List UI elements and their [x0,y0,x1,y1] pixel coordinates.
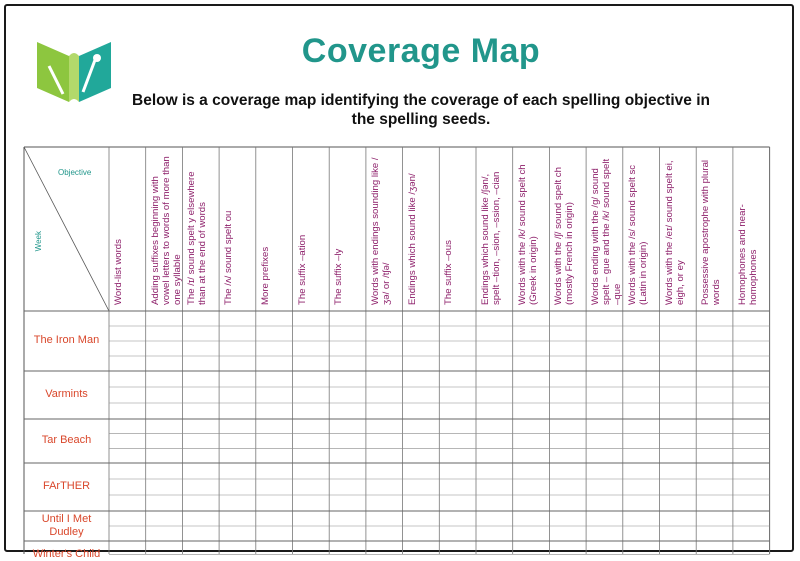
objective-header-18: Homophones and near-homophones [736,204,759,305]
week-row-label-6: Winter's Child [32,548,101,560]
objective-header-8: Words with endings sounding like /ʒə/ or /tʃə/ [369,157,392,305]
objective-header-12: Words with the /k/ sound spelt ch (Greek in origin) [516,164,539,305]
page-subtitle: Below is a coverage map identifying the coverage of each spelling objective in the spelling seeds. [132,92,710,128]
objective-header-6: The suffix –ation [296,234,308,305]
week-row-label-2: Varmints [45,388,88,400]
objective-axis-label: Objective [58,168,92,177]
coverage-map-page [4,4,794,560]
objective-header-16: Words with the /eɪ/ sound spelt ei, eigh, or ey [663,160,686,305]
week-row-label-1: The Iron Man [33,334,100,346]
week-row-label-4: FArTHER [42,480,91,492]
objective-header-10: The suffix –ous [443,240,455,305]
objective-header-5: More prefixes [259,246,271,305]
objective-header-11: Endings which sound like /ʃən/, spelt –tion, –sion, –ssion, –cian [480,171,502,305]
week-axis-label: Week [34,231,43,252]
week-row-label-5: Until I Met Dudley [41,513,92,538]
objective-header-14: Words ending with the /g/ sound spelt – gue and the /k/ sound spelt –que [590,158,624,305]
objective-header-9: Endings which sound like /ʒən/ [406,173,418,305]
objective-header-13: Words with the /ʃ/ sound spelt ch (mostly French in origin) [553,167,576,305]
objective-header-3: The /ɪ/ sound spelt y elsewhere than at the end of words [186,171,209,305]
objective-header-2: Adding suffixes beginning with vowel letters to words of more than one syllable [149,156,183,305]
objective-header-7: The suffix –ly [333,248,345,305]
objective-header-15: Words with the /s/ sound spelt sc (Latin in origin) [626,164,649,305]
objective-header-1: Word-list words [113,239,124,305]
objective-header-4: The /ʌ/ sound spelt ou [223,210,235,305]
objective-header-17: Possessive apostrophe with plural words [700,159,723,305]
week-row-label-3: Tar Beach [41,434,92,446]
page-title: Coverage Map [301,32,541,70]
